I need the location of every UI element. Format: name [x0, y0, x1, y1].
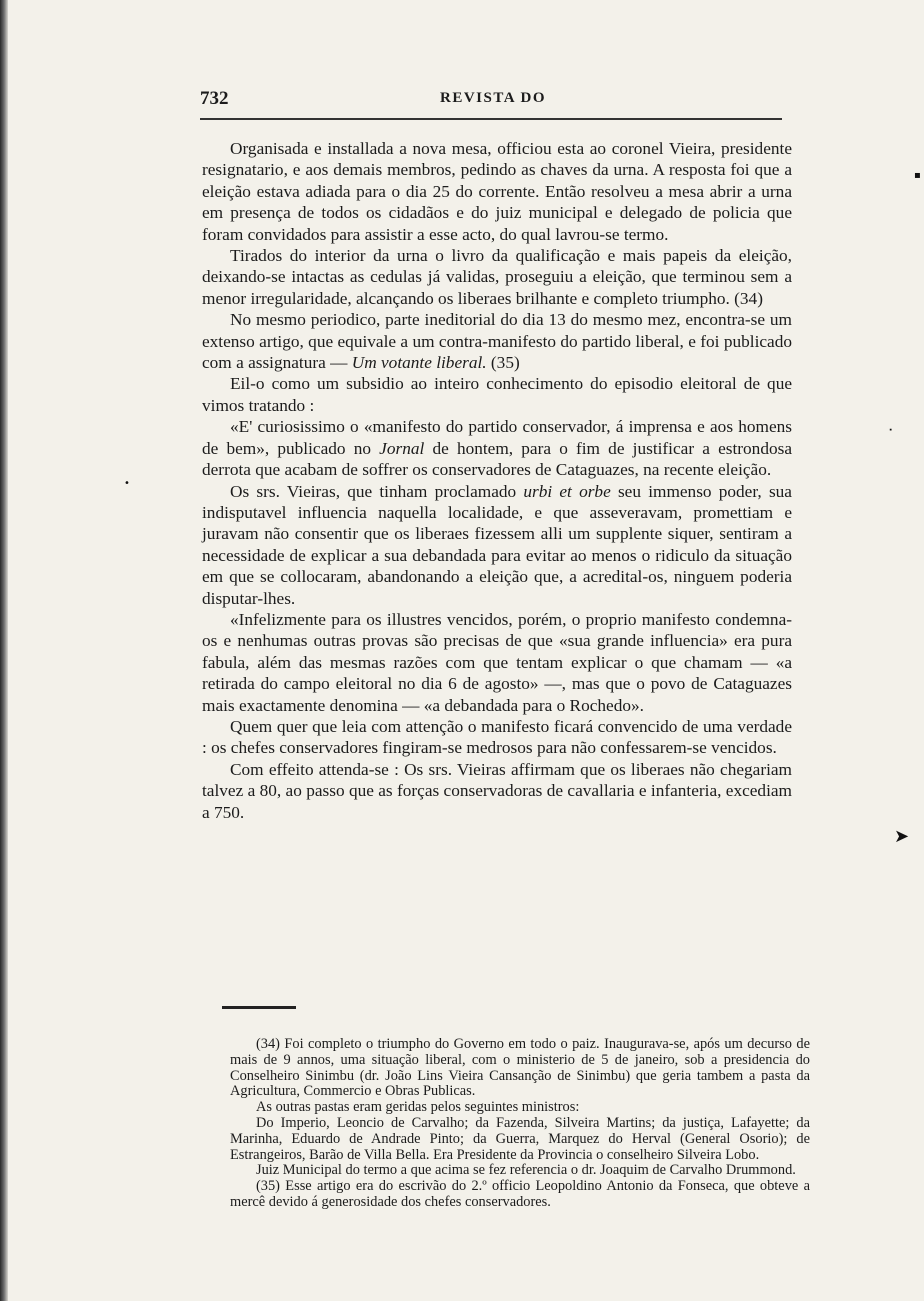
paragraph: [202, 309, 792, 373]
latin-phrase-italic: urbi et orbe: [523, 481, 611, 501]
signature-italic: Um votante liberal.: [351, 353, 487, 373]
footnotes: [230, 1037, 810, 1211]
margin-arrow-icon: ➤: [894, 826, 910, 847]
footnote-separator: [222, 1006, 296, 1009]
page-header: [200, 88, 780, 112]
paragraph-text: seu immenso poder, sua indisputavel influencia naquella localidade, e que asseveravam, promettiam e juravam não consentir que os liberaes fizessem alli um supplente siquer, sentiram a necessidade de explicar a sua debandada para evitar ao menos o ridiculo da situação em que se collocaram, abandonando a eleição que, a acredital-os, ninguem poderia disputar-lhes.: [202, 481, 792, 608]
paragraph: Com effeito attenda-se : Os srs. Vieiras affirmam que os liberaes não chegariam talvez a 80, ao passo que as forças conservadoras de cavallaria e infanteria, excediam a 750.: [202, 759, 792, 822]
page-number: 732: [200, 88, 229, 109]
paragraph: [202, 481, 792, 609]
footnote-ref: (35): [486, 353, 520, 373]
paragraph: Quem quer que leia com attenção o manifesto ficará convencido de uma verdade : os chefes conservadores fingiram-se medrosos para não confessarem-se vencidos.: [202, 716, 792, 758]
footnote: (34) Foi completo o triumpho do Governo em todo o paiz. Inaugurava-se, após um decurso de mais de 9 annos, uma situação liberal, com o ministerio de 5 de janeiro, sob a presidencia do Conselheiro Sinimbu (dr. João Lins Vieira Cansanção de Sinimbu) que geria tambem a pasta da Agricultura, Commercio e Obras Publicas.: [230, 1036, 810, 1100]
paragraph-text: No mesmo periodico, parte ineditorial do dia 13 do mesmo mez, encontra-se um extenso artigo, que equivale a um contra-manifesto do partido liberal, e foi publicado com a assignatura —: [202, 310, 792, 373]
margin-dot-icon: •: [124, 478, 130, 489]
paragraph: [202, 416, 792, 480]
footnote: (35) Esse artigo era do escrivão do 2.º officio Leopoldino Antonio da Fonseca, que obteve a mercê devido á generosidade dos chefes conservadores.: [230, 1178, 810, 1210]
paragraph: Organisada e installada a nova mesa, officiou esta ao coronel Vieira, presidente resignatario, e aos demais membros, pedindo as chaves da urna. A resposta foi que a eleição estava adiada para o dia 25 do corrente. Então resolveu a mesa abrir a urna em presença de todos os cidadãos e do juiz municipal e delegado de policia que foram convidados para assistir a esse acto, do qual lavrou-se termo.: [202, 139, 792, 244]
paragraph: Tirados do interior da urna o livro da qualificação e mais papeis da eleição, deixando-se intactas as cedulas já validas, proseguiu a eleição, que terminou sem a menor irregularidade, alcançando os liberaes brilhante e completo triumpho. (34): [202, 246, 792, 308]
header-rule: [200, 118, 782, 120]
paragraph: «Infelizmente para os illustres vencidos, porém, o proprio manifesto condemna-os e nenhumas outras provas são precisas de que «sua grande influencia» era pura fabula, além das mesmas razões com que tentam explicar o que chamam — «a retirada do campo eleitoral no dia 6 de agosto» —, mas que o povo de Cataguazes mais exactamente denomina — «a debandada para o Rochedo».: [202, 609, 792, 715]
body-text: [202, 138, 792, 823]
edge-dot-icon: ▪: [914, 170, 921, 181]
paragraph-text: «E' curiosissimo o «manifesto do partido conservador, á imprensa e aos homens de bem», publicado no: [202, 417, 792, 458]
paragraph-text: Os srs. Vieiras, que tinham proclamado: [230, 481, 517, 501]
paragraph-text: de hontem, para o fim de justificar a estrondosa derrota que acabam de soffrer os conservadores de Cataguazes, na recente eleição.: [202, 438, 793, 480]
running-head: REVISTA DO: [440, 90, 546, 106]
footnote: Do Imperio, Leoncio de Carvalho; da Fazenda, Silveira Martins; da justiça, Lafayette; da Marinha, Eduardo de Andrade Pinto; da Guerra, Marquez do Herval (General Osorio); de Estrangeiros, Barão de Villa Bella. Era Presidente da Provincia o conselheiro Silveira Lobo.: [230, 1114, 810, 1163]
footnote: As outras pastas eram geridas pelos seguintes ministros:: [256, 1099, 580, 1116]
margin-speck-icon: ᐧ: [888, 420, 893, 441]
footnote: Juiz Municipal do termo a que acima se fez referencia o dr. Joaquim de Carvalho Drummond.: [256, 1162, 796, 1179]
paragraph: Eil-o como um subsidio ao inteiro conhecimento do episodio eleitoral de que vimos tratando :: [202, 374, 792, 415]
newspaper-name-italic: Jornal: [379, 438, 425, 458]
